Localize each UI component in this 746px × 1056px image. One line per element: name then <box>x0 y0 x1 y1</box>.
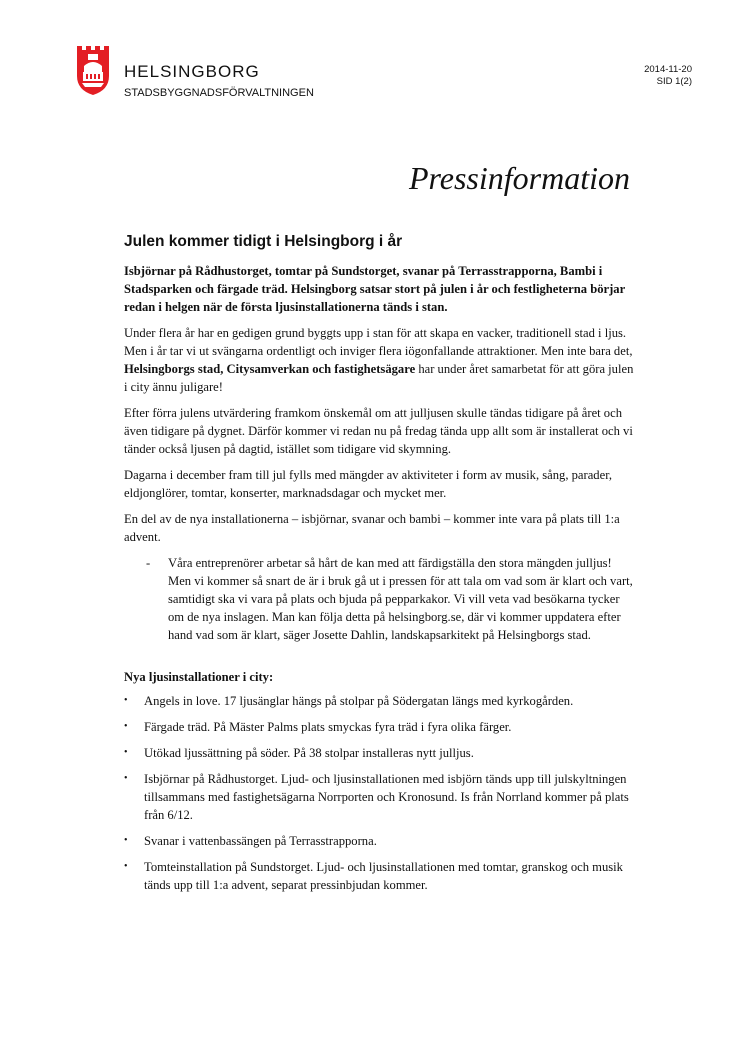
article-lead: Isbjörnar på Rådhustorget, tomtar på Sundstorget, svanar på Terrasstrapporna, Bambi i Stadsparken och färgade träd. Helsingborg satsar stort på julen i år och festligheterna börjar redan i helgen när de första ljusinstallationerna tänds i stan. <box>124 264 625 314</box>
bullet-icon: • <box>124 721 128 732</box>
list-item-text: Angels in love. 17 ljusänglar hängs på stolpar på Södergatan längs med kyrkogården. <box>144 694 574 708</box>
paragraph: Dagarna i december fram till jul fylls med mängder av aktiviteter i form av musik, sång, parader, eldjonglörer, tomtar, konserter, marknadsdagar och mycket mer. <box>124 468 613 500</box>
document-meta <box>644 64 692 88</box>
bullet-icon: • <box>124 861 128 872</box>
list-item-text: Utökad ljussättning på söder. På 38 stolpar installeras nytt julljus. <box>144 746 474 760</box>
paragraph-text: har under året samarbetat för att göra julen i city ännu juligare! <box>124 362 634 394</box>
quote-text: Våra entreprenörer arbetar så hårt de kan med att färdigställa den stora mängden julljus! Men vi kommer så snart de är i bruk gå ut i pressen för att tala om vad som är klart och vart, samtidigt ska vi vara på plats och bjuda på pepparkakor. Vi vill veta vad besökarna tycker om de nya inslagen. Man kan följa detta på helsingborg.se, där vi kommer uppdatera efter hand vad som är klart, säger Josette Dahlin, landskapsarkitekt på Helsingborgs stad. <box>168 556 633 642</box>
paragraph: Efter förra julens utvärdering framkom önskemål om att julljusen skulle tändas tidigare på året och även tidigare på dygnet. Därför kommer vi redan nu på fredag tända upp allt som är installerat och vi tänder också ljusen på dagtid, istället som tidigare vid skymning. <box>124 406 633 456</box>
installations-list <box>124 692 634 894</box>
installations-heading: Nya ljusinstallationer i city: <box>124 670 274 684</box>
org-name: HELSINGBORG <box>124 62 260 81</box>
article-body <box>124 232 634 902</box>
page-number: SID 1(2) <box>656 76 692 87</box>
list-item-text: Färgade träd. På Mäster Palms plats smyckas fyra träd i fyra olika färger. <box>144 720 512 734</box>
list-item-text: Svanar i vattenbassängen på Terrasstrapporna. <box>144 834 377 848</box>
quote-item <box>146 554 634 644</box>
document-type-title: Pressinformation <box>408 160 630 196</box>
bullet-icon: • <box>124 747 128 758</box>
list-item <box>124 692 634 710</box>
list-item <box>124 832 634 850</box>
org-department: STADSBYGGNADSFÖRVALTNINGEN <box>124 87 314 99</box>
list-item <box>124 744 634 762</box>
paragraph: En del av de nya installationerna – isbjörnar, svanar och bambi – kommer inte vara på plats till 1:a advent. <box>124 512 620 544</box>
bullet-icon: • <box>124 835 128 846</box>
document-date: 2014-11-20 <box>644 64 692 75</box>
bullet-icon: • <box>124 695 128 706</box>
helsingborg-crest-icon <box>76 44 110 96</box>
paragraph <box>124 324 634 396</box>
list-item <box>124 858 634 894</box>
bullet-icon: • <box>124 773 128 784</box>
list-item <box>124 718 634 736</box>
list-item-text: Tomteinstallation på Sundstorget. Ljud- och ljusinstallationen med tomtar, granskog och musik tänds upp till 1:a advent, separat pressinbjudan kommer. <box>144 860 623 892</box>
list-item-text: Isbjörnar på Rådhustorget. Ljud- och ljusinstallationen med isbjörn tänds upp till julskyltningen tillsammans med fastighetsägarna Norrporten och Kronosund. Is från Norrland kommer på plats från 6/12. <box>144 772 629 822</box>
paragraph-emphasis: Helsingborgs stad, Citysamverkan och fastighetsägare <box>124 362 416 376</box>
list-item <box>124 770 634 824</box>
dash-marker: - <box>146 556 151 570</box>
article-headline: Julen kommer tidigt i Helsingborg i år <box>124 233 403 250</box>
paragraph-text: Under flera år har en gedigen grund byggts upp i stan för att skapa en vacker, traditionell stad i ljus. Men i år tar vi ut svängarna ordentligt och inviger flera iögonfallande attraktioner. Men inte bara det, <box>124 326 633 358</box>
quote-list <box>124 554 634 644</box>
